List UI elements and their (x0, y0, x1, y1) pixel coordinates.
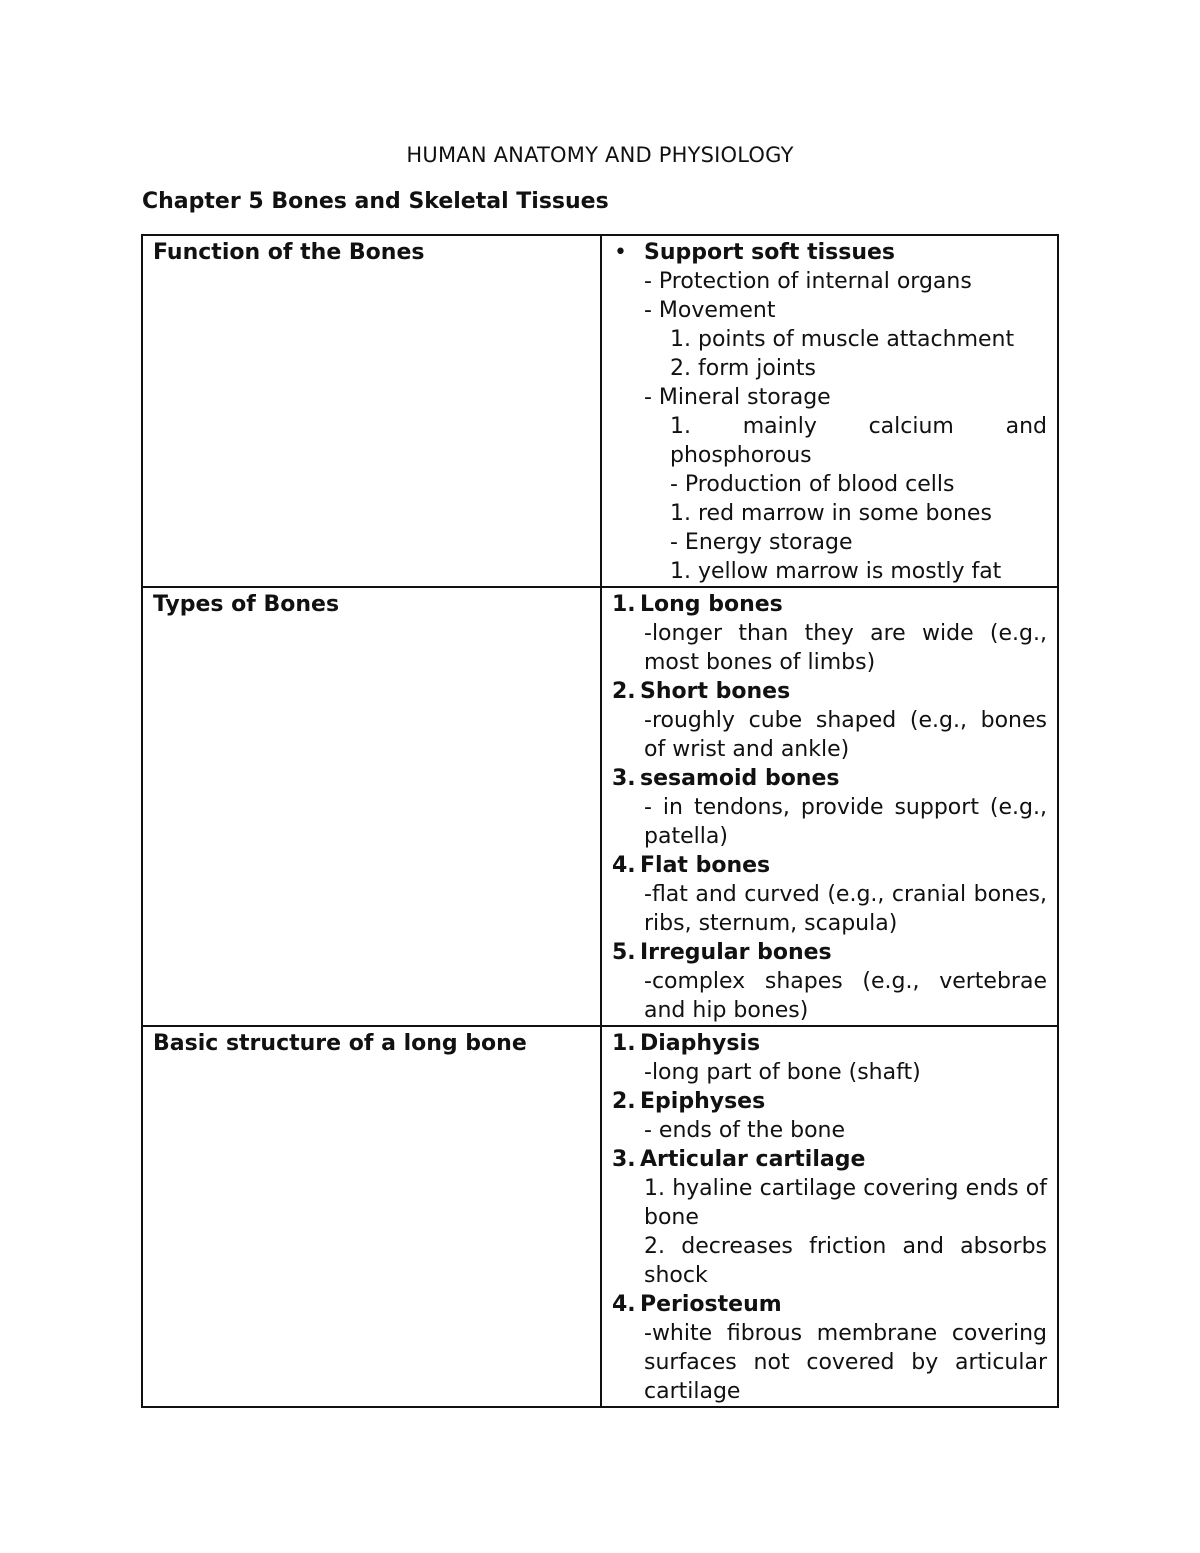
structure-title: Articular cartilage (640, 1147, 866, 1172)
list-item: 1. yellow marrow is mostly fat (670, 559, 1002, 584)
row-content-functions (601, 235, 1058, 587)
row-label-types: Types of Bones (142, 587, 601, 1026)
bullet-support: • Support soft tissues (612, 238, 1047, 267)
structure-title: Diaphysis (640, 1031, 761, 1056)
structure-desc: -long part of bone (shaft) (644, 1060, 921, 1085)
list-item: 5. Irregular bones -complex shapes (e.g., vertebrae and hip bones) (612, 940, 1047, 1023)
structure-desc: 1. hyaline cartilage covering ends of bone (644, 1176, 1047, 1230)
list-item: 1. red marrow in some bones (670, 501, 992, 526)
row-label-functions: Function of the Bones (142, 235, 601, 587)
row-content-structure (601, 1026, 1058, 1407)
document-title: HUMAN ANATOMY AND PHYSIOLOGY (406, 143, 794, 167)
structure-title: Epiphyses (640, 1089, 766, 1114)
bone-type-title: sesamoid bones (640, 766, 840, 791)
list-item: - Movement (644, 298, 776, 323)
structure-desc: 2. decreases friction and absorbs shock (644, 1234, 1047, 1288)
bone-type-title: Short bones (640, 679, 791, 704)
list-item: 2. Short bones -roughly cube shaped (e.g., bones of wrist and ankle) (612, 679, 1047, 762)
list-item: 3. sesamoid bones - in tendons, provide support (e.g., patella) (612, 766, 1047, 849)
row-content-types (601, 587, 1058, 1026)
bone-type-desc: -roughly cube shaped (e.g., bones of wrist and ankle) (644, 708, 1047, 762)
structure-desc: - ends of the bone (644, 1118, 846, 1143)
structure-title: Periosteum (640, 1292, 782, 1317)
notes-table (141, 234, 1059, 1408)
list-item: - Mineral storage (644, 385, 831, 410)
list-item: 1. Long bones -longer than they are wide (e.g., most bones of limbs) (612, 592, 1047, 675)
chapter-heading: Chapter 5 Bones and Skeletal Tissues (142, 189, 609, 214)
bone-type-desc: -flat and curved (e.g., cranial bones, ribs, sternum, scapula) (644, 882, 1047, 936)
bone-type-title: Flat bones (640, 853, 771, 878)
list-item: 1. Diaphysis -long part of bone (shaft) (612, 1029, 1047, 1087)
bone-type-desc: -longer than they are wide (e.g., most bones of limbs) (644, 621, 1047, 675)
structure-desc: -white fibrous membrane covering surfaces not covered by articular cartilage (644, 1321, 1047, 1404)
row-label-structure: Basic structure of a long bone (142, 1026, 601, 1407)
table-row-structure (142, 1026, 1058, 1407)
bone-type-desc: -complex shapes (e.g., vertebrae and hip bones) (644, 969, 1047, 1023)
list-item: 2. Epiphyses - ends of the bone (612, 1087, 1047, 1145)
bone-type-title: Irregular bones (640, 940, 832, 965)
list-item: - Energy storage (670, 530, 853, 555)
list-item: - Production of blood cells (670, 472, 955, 497)
list-item: 2. form joints (670, 356, 816, 381)
table-row-functions (142, 235, 1058, 587)
list-item: 4. Periosteum -white fibrous membrane covering surfaces not covered by articular cartilage (612, 1292, 1047, 1404)
table-row-types (142, 587, 1058, 1026)
list-item: 4. Flat bones -flat and curved (e.g., cranial bones, ribs, sternum, scapula) (612, 853, 1047, 936)
list-item: 3. Articular cartilage 1. hyaline cartilage covering ends of bone 2. decreases friction and absorbs shock (612, 1147, 1047, 1288)
list-item: 1. mainly calcium and phosphorous (670, 414, 1047, 468)
bone-type-title: Long bones (640, 592, 783, 617)
list-item: - Protection of internal organs (644, 269, 972, 294)
bone-type-desc: - in tendons, provide support (e.g., patella) (644, 795, 1047, 849)
list-item: 1. points of muscle attachment (670, 327, 1015, 352)
